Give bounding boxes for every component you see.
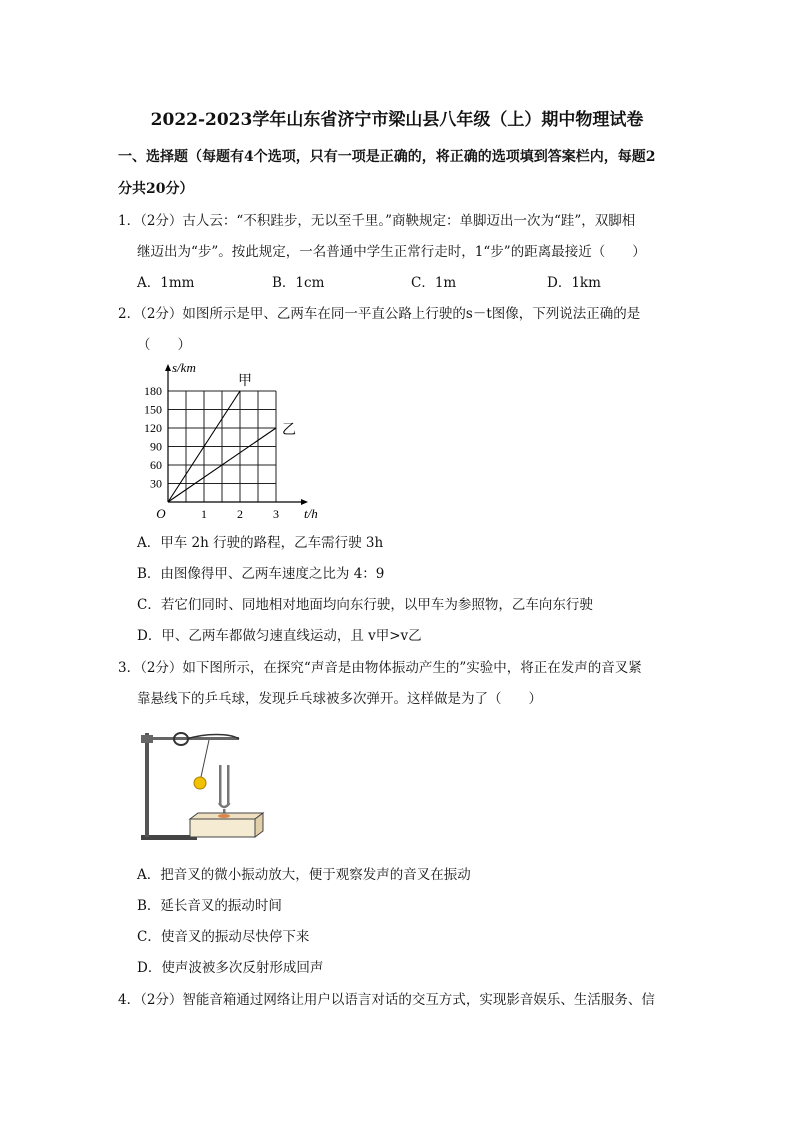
chart-ticks: [144, 360, 318, 520]
y-tick-label: 180: [144, 384, 162, 398]
x-tick-label: 1: [201, 507, 207, 520]
y-tick-label: 150: [144, 402, 162, 417]
suspension-thread: [201, 740, 209, 777]
tuning-fork-apparatus-figure: [135, 715, 265, 845]
q2-option-a: A．甲车 2h 行驶的路程，乙车需行驶 3h: [137, 535, 384, 551]
stand-base: [141, 835, 197, 840]
q2-stem-line2: （ ）: [137, 337, 191, 353]
x-axis-arrow: [301, 499, 308, 505]
y-tick-label: 30: [150, 476, 162, 491]
resonance-box: [190, 819, 255, 837]
q1-stem-line2: 继迈出为“步”。按此规定，一名普通中学生正常行走时，1“步”的距离最接近（ ）: [137, 244, 646, 260]
tuning-fork-prong-left: [219, 765, 222, 805]
q2-option-d: D．甲、乙两车都做匀速直线运动，且 v甲>v乙: [137, 628, 422, 644]
x-axis-label: t/h: [304, 506, 318, 520]
q3-stem-line1: 3．（2分）如下图所示，在探究“声音是由物体振动产生的”实验中，将正在发声的音叉紧: [118, 660, 642, 676]
y-axis-arrow: [165, 364, 171, 371]
ping-pong-ball: [194, 777, 206, 789]
chart-grid: [168, 391, 276, 502]
q3-stem-line2: 靠悬线下的乒乓球，发现乒乓球被多次弹开。这样做是为了（ ）: [137, 691, 542, 707]
x-tick-label: 2: [237, 507, 243, 520]
tuning-fork-prong-right: [227, 765, 230, 805]
series-label-2: 乙: [282, 423, 296, 438]
y-axis-label: s/km: [172, 360, 196, 375]
q3-option-a: A．把音叉的微小振动放大，便于观察发声的音叉在振动: [137, 867, 471, 883]
y-tick-label: 120: [144, 421, 162, 435]
q1-option-d: D．1km: [547, 275, 601, 291]
q3-option-b: B．延长音叉的振动时间: [137, 898, 282, 914]
q4-stem-line1: 4．（2分）智能音箱通过网络让用户以语言对话的交互方式，实现影音娱乐、生活服务、信: [118, 992, 655, 1008]
page-title: 2022-2023学年山东省济宁市梁山县八年级（上）期中物理试卷: [150, 110, 644, 130]
q2-stem-line1: 2．（2分）如图所示是甲、乙两车在同一平直公路上行驶的s－t图像，下列说法正确的是: [118, 306, 641, 322]
section-heading-line1: 一、选择题（每题有4个选项，只有一项是正确的，将正确的选项填到答案栏内，每题2: [118, 149, 656, 165]
q1-option-c: C．1m: [411, 275, 457, 291]
section-heading-line2: 分共20分）: [118, 181, 194, 197]
chart-series: [168, 373, 296, 502]
q2-option-c: C．若它们同时、同地相对地面均向东行驶，以甲车为参照物，乙车向东行驶: [137, 597, 593, 613]
st-graph: [130, 360, 330, 520]
series-label-1: 甲: [238, 374, 252, 389]
q1-option-a: A．1mm: [137, 275, 195, 291]
stand-pole: [145, 733, 149, 837]
q1-option-b: B．1cm: [272, 275, 325, 291]
q1-stem-line1: 1．（2分）古人云：“不积跬步，无以至千里。”商鞅规定：单脚迈出一次为“跬”，双脚相: [118, 213, 636, 229]
y-tick-label: 60: [150, 458, 162, 472]
resonance-box-mount: [218, 814, 230, 818]
x-tick-label: 3: [273, 507, 279, 520]
y-tick-label: 90: [150, 439, 162, 454]
origin-label: O: [156, 506, 166, 520]
q3-option-c: C．使音叉的振动尽快停下来: [137, 929, 310, 945]
q3-option-d: D．使声波被多次反射形成回声: [137, 960, 324, 976]
q2-option-b: B．由图像得甲、乙两车速度之比为 4：9: [137, 566, 385, 582]
